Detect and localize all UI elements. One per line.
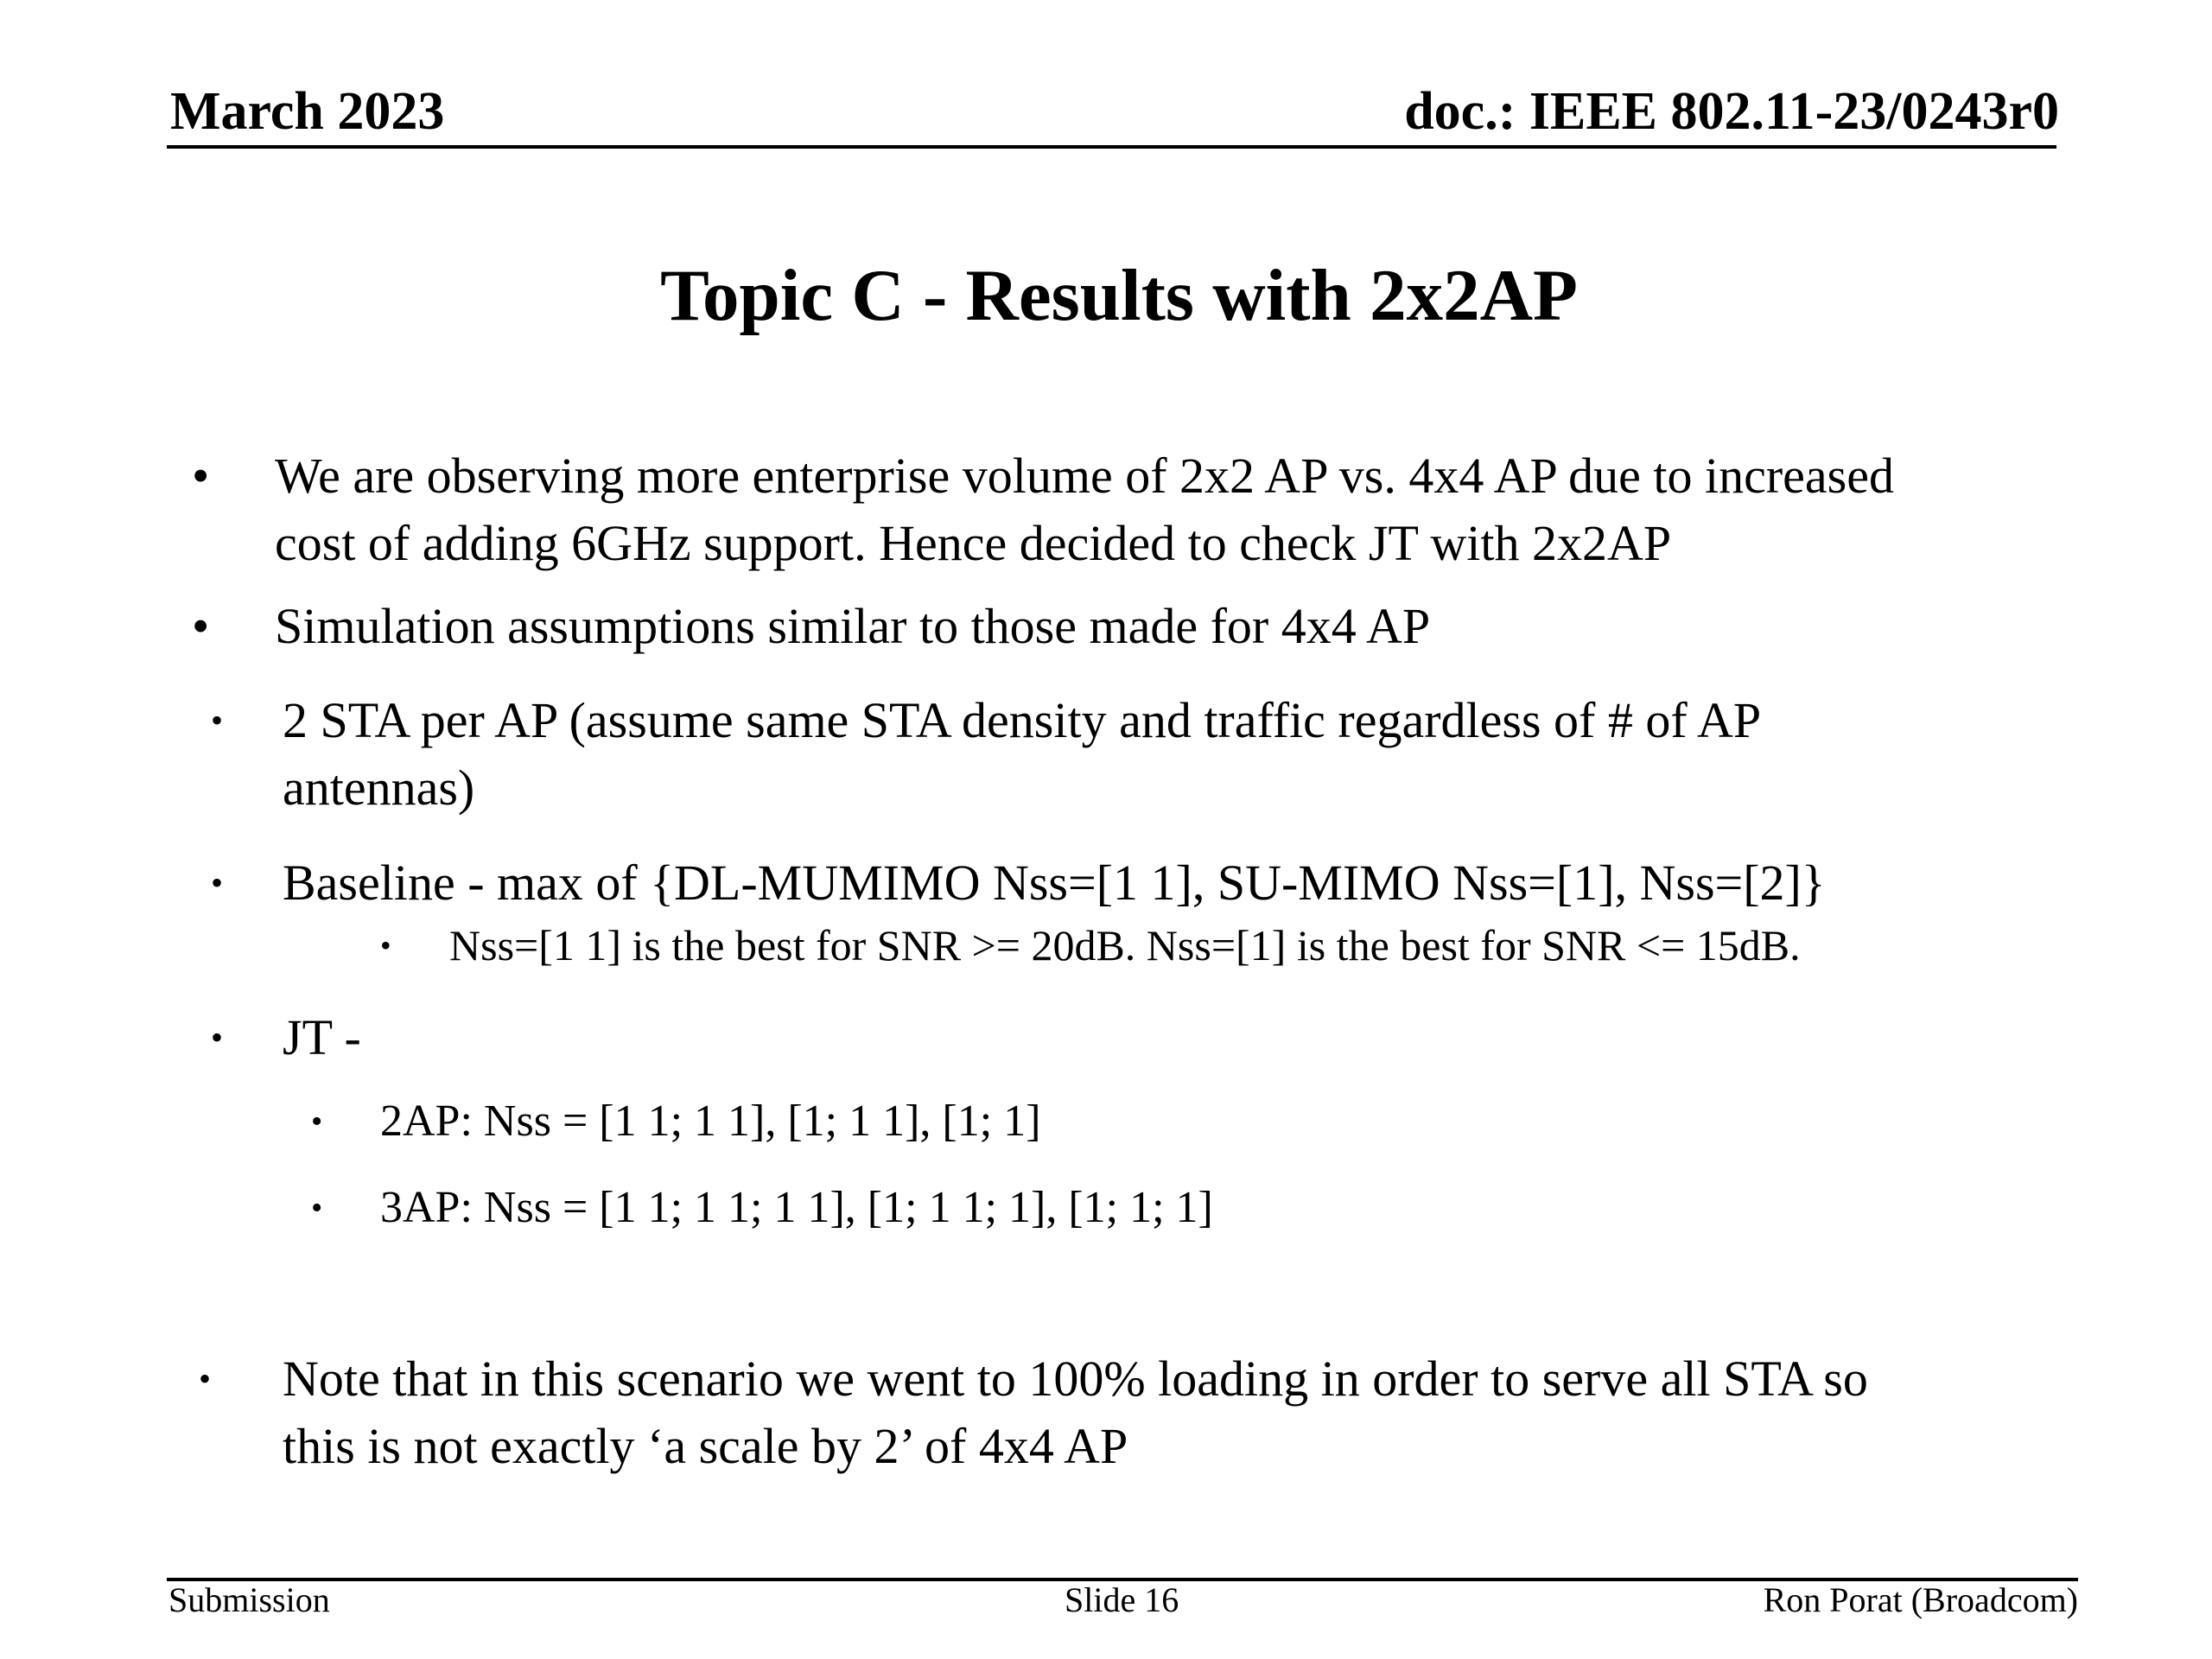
bullet-glyph: •: [211, 863, 224, 902]
bullet-glyph: •: [211, 701, 224, 740]
bullet-5-sub-1-text: 2AP: Nss = [1 1; 1 1], [1; 1 1], [1; 1]: [380, 1096, 1041, 1146]
bullet-6-line-1: Note that in this scenario we went to 100% loading in order to serve all STA so: [283, 1351, 1868, 1407]
bullet-1-line-2: cost of adding 6GHz support. Hence decided to check JT with 2x2AP: [275, 515, 1672, 571]
header-rule: [167, 145, 2056, 149]
bullet-glyph: •: [311, 1103, 323, 1140]
bullet-5-sub-2-text: 3AP: Nss = [1 1; 1 1; 1 1], [1; 1 1; 1], [1; 1; 1]: [380, 1183, 1213, 1232]
bullet-glyph: •: [192, 598, 210, 654]
bullet-1-line-1: We are observing more enterprise volume of 2x2 AP vs. 4x4 AP due to increased: [275, 448, 1894, 504]
bullet-glyph: •: [192, 448, 210, 504]
bullet-glyph: •: [211, 1018, 224, 1057]
bullet-3-line-1: 2 STA per AP (assume same STA density and traffic regardless of # of AP: [283, 692, 1762, 748]
bullet-5-text: JT -: [283, 1009, 361, 1065]
footer-author: Ron Porat (Broadcom): [1763, 1580, 2078, 1619]
bullet-3-line-2: antennas): [283, 760, 475, 816]
bullet-2-text: Simulation assumptions similar to those made for 4x4 AP: [275, 598, 1431, 654]
header-doc-id: doc.: IEEE 802.11-23/0243r0: [1404, 82, 2059, 141]
bullet-glyph: •: [311, 1190, 323, 1226]
footer-slide-number: Slide 16: [1065, 1580, 1179, 1619]
footer-submission: Submission: [168, 1580, 330, 1619]
bullet-6-line-2: this is not exactly ‘a scale by 2’ of 4x4 AP: [283, 1418, 1128, 1474]
bullet-4-text: Baseline - max of {DL-MUMIMO Nss=[1 1], SU-MIMO Nss=[1], Nss=[2]}: [283, 855, 1826, 911]
bullet-glyph: •: [380, 928, 391, 963]
header-date: March 2023: [170, 82, 445, 141]
slide-title: Topic C - Results with 2x2AP: [660, 255, 1578, 336]
bullet-4-sub-text: Nss=[1 1] is the best for SNR >= 20dB. Nss=[1] is the best for SNR <= 15dB.: [449, 921, 1801, 969]
bullet-glyph: •: [199, 1359, 212, 1398]
